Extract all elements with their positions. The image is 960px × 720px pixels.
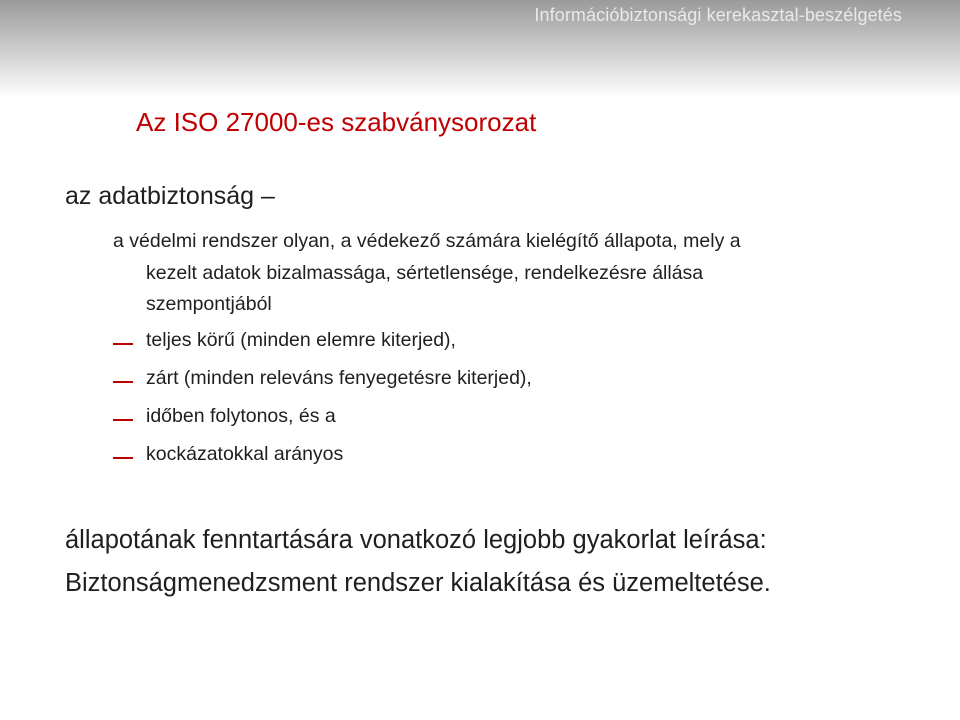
dash-item-text: kockázatokkal arányos xyxy=(146,443,344,465)
definition-paragraph xyxy=(113,226,913,321)
dash-bullet-icon xyxy=(113,457,133,459)
lead-text: az adatbiztonság – xyxy=(65,182,275,210)
definition-line-2: kezelt adatok bizalmassága, sértetlensége, rendelkezésre állása xyxy=(146,261,704,284)
closing-paragraph xyxy=(65,519,771,605)
dash-bullet-icon xyxy=(113,343,133,345)
slide-title: Az ISO 27000-es szabványsorozat xyxy=(136,107,537,137)
header-text: Információbiztonsági kerekasztal-beszélgetés xyxy=(534,5,902,25)
closing-line-1: állapotának fenntartására vonatkozó legjobb gyakorlat leírása: xyxy=(65,526,767,554)
dash-bullet-icon xyxy=(113,419,133,421)
definition-line-1: a védelmi rendszer olyan, a védekező számára kielégítő állapota, mely a xyxy=(113,230,741,252)
dash-item-text: időben folytonos, és a xyxy=(146,405,336,427)
dash-item-text: teljes körű (minden elemre kiterjed), xyxy=(146,329,456,351)
definition-line-3: szempontjából xyxy=(146,293,272,315)
dash-bullet-icon xyxy=(113,381,133,383)
dash-item-text: zárt (minden releváns fenyegetésre kiterjed), xyxy=(146,367,532,389)
closing-line-2: Biztonságmenedzsment rendszer kialakítása és üzemeltetése. xyxy=(65,569,771,597)
